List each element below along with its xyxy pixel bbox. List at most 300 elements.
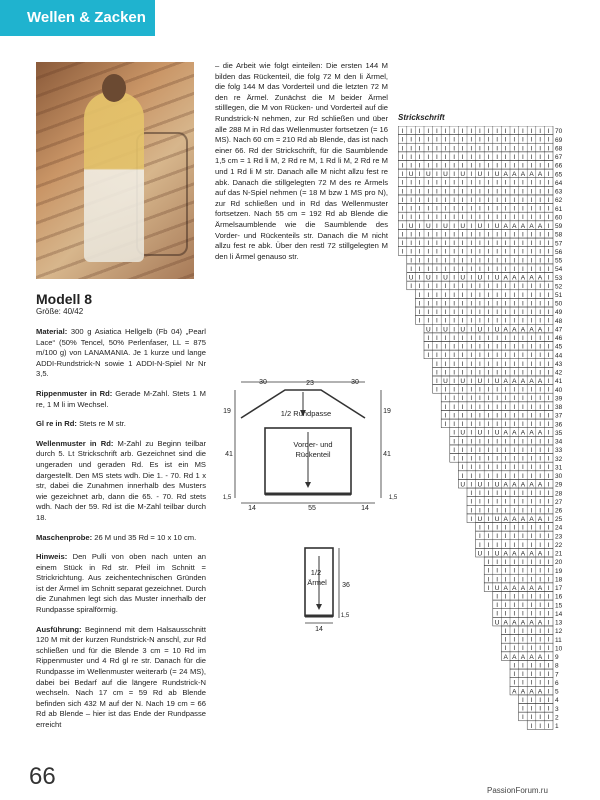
chart-stitch-symbol: I	[521, 334, 524, 342]
chart-row	[501, 635, 562, 644]
chart-stitch-symbol: A	[512, 274, 517, 282]
chart-stitch-symbol: A	[537, 171, 543, 179]
chart-stitch-symbol: I	[521, 360, 524, 368]
chart-stitch-symbol: I	[461, 421, 464, 429]
chart-stitch-symbol: U	[477, 378, 483, 385]
chart-stitch-symbol: A	[537, 584, 543, 592]
chart-stitch-symbol: I	[487, 515, 490, 523]
chart-stitch-symbol: I	[496, 386, 499, 394]
chart-stitch-symbol: I	[461, 352, 464, 360]
chart-stitch-symbol: U	[494, 326, 500, 334]
chart-stitch-symbol: I	[435, 205, 438, 213]
chart-stitch-symbol: I	[513, 610, 516, 618]
chart-stitch-symbol: I	[470, 179, 473, 187]
chart-stitch-symbol: I	[539, 317, 542, 325]
chart-stitch-symbol: I	[513, 567, 516, 575]
chart-stitch-symbol: A	[537, 515, 543, 523]
chart-row-number: 53	[555, 274, 563, 282]
chart-row-number: 15	[555, 602, 563, 610]
chart-row	[493, 617, 563, 626]
chart-row-number: 58	[555, 231, 563, 239]
chart-stitch-symbol: I	[453, 446, 456, 454]
chart-stitch-symbol: I	[539, 352, 542, 360]
chart-stitch-symbol: I	[496, 188, 499, 196]
chart-stitch-symbol: I	[478, 196, 481, 204]
chart-row	[493, 609, 563, 618]
chart-stitch-symbol: I	[453, 205, 456, 213]
chart-stitch-symbol: I	[530, 248, 533, 256]
chart-row-number: 11	[555, 636, 562, 644]
chart-stitch-symbol: I	[521, 593, 524, 601]
chart-stitch-symbol: I	[435, 317, 438, 325]
chart-stitch-symbol: I	[547, 636, 550, 644]
dim-bottom-left: 14	[248, 505, 256, 512]
chart-stitch-symbol: I	[547, 610, 550, 618]
chart-stitch-symbol: I	[496, 291, 499, 299]
chart-stitch-symbol: I	[427, 205, 430, 213]
chart-row-number: 60	[555, 214, 563, 222]
chart-row	[484, 574, 562, 583]
chart-stitch-symbol: U	[494, 222, 500, 230]
chart-stitch-symbol: U	[494, 619, 500, 627]
chart-stitch-symbol: I	[453, 421, 456, 429]
chart-stitch-symbol: A	[512, 429, 517, 437]
chart-stitch-symbol: I	[487, 507, 490, 515]
chart-row	[510, 669, 559, 678]
chart-stitch-symbol: I	[521, 128, 524, 136]
chart-stitch-symbol: I	[487, 421, 490, 429]
chart-row	[441, 410, 562, 419]
chart-row	[501, 652, 559, 661]
chart-stitch-symbol: I	[461, 205, 464, 213]
instructions-middle: – die Arbeit wie folgt einteilen: Die ersten 144 M bilden das Rückenteil, die folg 72 M den li Ärmel, die folg 144 M das Vorderteil und die letzten 72 M den re Ärmel. Zunächst die M beider Ärmel stilllegen, die M von Rücken- und Vorderteil auf die Rundstrick-N nehmen, zur Rd schließen und über alle 288 M in Rd das Wellenmuster fortsetzen (= 16 MS). Nach 60 cm = 210 Rd ab Blende, das ist nach einer 66. Rd der Strickschrift, für die Saumblende 1,5 cm = 1 Rd li M, 2 Rd re M, 1 Rd li M, 2 Rd re M und 1 Rd li M str. Danach alle M nicht allzu fest re abk. Danach die stillgelegten 72 M des re Ärmels auf das N-Spiel nehmen (= 18 M bzw 1 MS pro N), zur Rd schließen und in Rd das Wellenmuster fortsetzen. Nach 55 cm = 192 Rd ab Blende die Ärmelsaumblende wie die Saumblende des Vorder- und Rückenteils str. Danach die M nicht allzu fest re abk. Über den restl 72 stillgelegten M den li Ärmel genauso str.	[215, 61, 388, 261]
chart-stitch-symbol: I	[478, 524, 481, 532]
chart-stitch-symbol: I	[530, 352, 533, 360]
chart-stitch-symbol: I	[547, 257, 550, 265]
chart-stitch-symbol: I	[513, 602, 516, 610]
chart-stitch-symbol: I	[470, 421, 473, 429]
chart-stitch-symbol: I	[496, 602, 499, 610]
chart-stitch-symbol: I	[530, 179, 533, 187]
chart-stitch-symbol: I	[487, 584, 490, 592]
chart-stitch-symbol: I	[504, 309, 507, 317]
chart-stitch-symbol: I	[539, 472, 542, 480]
chart-row	[415, 316, 562, 325]
chart-stitch-symbol: I	[547, 421, 550, 429]
chart-stitch-symbol: I	[461, 265, 464, 273]
chart-row	[415, 298, 562, 307]
chart-stitch-symbol: I	[496, 257, 499, 265]
chart-stitch-symbol: I	[470, 343, 473, 351]
chart-row-number: 69	[555, 136, 563, 144]
dim-right-41: 41	[383, 451, 391, 458]
chart-stitch-symbol: I	[427, 179, 430, 187]
chart-row	[433, 376, 563, 385]
chart-stitch-symbol: I	[496, 196, 499, 204]
chart-stitch-symbol: I	[401, 179, 404, 187]
chart-stitch-symbol: I	[487, 240, 490, 248]
material-label: Material:	[36, 327, 68, 336]
chart-stitch-symbol: I	[521, 309, 524, 317]
chart-stitch-symbol: I	[418, 153, 421, 161]
chart-row-number: 36	[555, 421, 563, 429]
chart-stitch-symbol: I	[496, 153, 499, 161]
chart-stitch-symbol: I	[453, 403, 456, 411]
chart-stitch-symbol: I	[444, 283, 447, 291]
chart-stitch-symbol: I	[547, 412, 550, 420]
chart-stitch-symbol: I	[513, 334, 516, 342]
chart-stitch-symbol: I	[513, 231, 516, 239]
chart-stitch-symbol: I	[521, 671, 524, 679]
chart-stitch-symbol: I	[530, 455, 533, 463]
chart-stitch-symbol: I	[513, 671, 516, 679]
chart-row-number: 61	[555, 205, 563, 213]
chart-stitch-symbol: I	[547, 533, 550, 541]
dim-bottom-right: 14	[361, 505, 369, 512]
chart-stitch-symbol: I	[453, 343, 456, 351]
chart-stitch-symbol: U	[443, 326, 448, 334]
chart-row-number: 70	[555, 128, 563, 136]
chart-stitch-symbol: I	[487, 429, 490, 437]
chart-row	[424, 324, 563, 333]
chart-stitch-symbol: I	[487, 205, 490, 213]
chart-stitch-symbol: I	[547, 274, 550, 282]
chart-stitch-symbol: I	[521, 472, 524, 480]
chart-stitch-symbol: I	[470, 265, 473, 273]
chart-row-number: 59	[555, 223, 563, 231]
chart-stitch-symbol: I	[547, 671, 550, 679]
chart-row-number: 18	[555, 576, 563, 584]
chart-stitch-symbol: I	[487, 472, 490, 480]
chart-stitch-symbol: I	[444, 412, 447, 420]
chart-stitch-symbol: I	[547, 472, 550, 480]
chart-stitch-symbol: I	[504, 317, 507, 325]
yoke-label: 1/2 Rundpasse	[280, 409, 332, 418]
chart-stitch-symbol: I	[504, 438, 507, 446]
chart-stitch-symbol: I	[539, 498, 542, 506]
chart-stitch-symbol: I	[470, 291, 473, 299]
chart-stitch-symbol: I	[539, 188, 542, 196]
chart-row-number: 5	[555, 688, 559, 696]
chart-stitch-symbol: I	[470, 429, 473, 437]
chart-stitch-symbol: I	[418, 171, 421, 179]
chart-stitch-symbol: U	[477, 429, 483, 437]
chart-stitch-symbol: I	[418, 128, 421, 136]
chart-stitch-symbol: I	[444, 386, 447, 394]
chart-stitch-symbol: I	[513, 446, 516, 454]
chart-stitch-symbol: I	[539, 455, 542, 463]
chart-stitch-symbol: A	[520, 515, 526, 523]
chart-stitch-symbol: I	[521, 602, 524, 610]
chart-stitch-symbol: I	[513, 498, 516, 506]
chart-row-number: 1	[555, 723, 559, 730]
chart-stitch-symbol: I	[478, 386, 481, 394]
chart-stitch-symbol: I	[461, 300, 464, 308]
chart-stitch-symbol: I	[470, 498, 473, 506]
chart-stitch-symbol: I	[513, 257, 516, 265]
chart-stitch-symbol: I	[401, 188, 404, 196]
chart-stitch-symbol: I	[470, 188, 473, 196]
chart-stitch-symbol: I	[410, 283, 413, 291]
chart-stitch-symbol: I	[410, 196, 413, 204]
chart-stitch-symbol: A	[529, 515, 534, 523]
chart-stitch-symbol: I	[513, 472, 516, 480]
chart-stitch-symbol: I	[547, 403, 550, 411]
material-text: 300 g Asiatica Hellgelb (Fb 04) „Pearl Lace“ (50% Tencel, 50% Perlenfaser, LL = 875 m/100 g) von LANAMANIA. Je 1 kurze und lange ADDI-Rundstrick-N sowie 1 ADDI-N-Spiel Nr Nr 3,5.	[36, 327, 206, 379]
chart-stitch-symbol: I	[427, 162, 430, 170]
chart-stitch-symbol: A	[512, 653, 517, 661]
chart-stitch-symbol: I	[461, 438, 464, 446]
chart-stitch-symbol: I	[461, 196, 464, 204]
chart-stitch-symbol: A	[503, 274, 508, 282]
chart-stitch-symbol: A	[512, 619, 517, 627]
chart-stitch-symbol: I	[530, 136, 533, 144]
chart-stitch-symbol: I	[504, 214, 507, 222]
chart-stitch-symbol: I	[547, 464, 550, 472]
chart-stitch-symbol: I	[504, 300, 507, 308]
chart-stitch-symbol: I	[418, 205, 421, 213]
chart-stitch-symbol: I	[504, 369, 507, 377]
chart-stitch-symbol: U	[477, 550, 483, 558]
chart-row-number: 48	[555, 317, 563, 325]
chart-stitch-symbol: I	[410, 136, 413, 144]
chart-stitch-symbol: U	[425, 222, 431, 230]
chart-stitch-symbol: I	[539, 214, 542, 222]
chart-stitch-symbol: I	[504, 334, 507, 342]
chart-stitch-symbol: I	[478, 395, 481, 403]
chart-stitch-symbol: I	[539, 490, 542, 498]
chart-stitch-symbol: I	[410, 179, 413, 187]
chart-stitch-symbol: I	[470, 128, 473, 136]
chart-stitch-symbol: I	[496, 369, 499, 377]
chart-stitch-symbol: I	[444, 205, 447, 213]
chart-stitch-symbol: I	[547, 705, 550, 713]
glre-paragraph	[36, 419, 206, 430]
chart-row-number: 41	[555, 378, 563, 386]
chart-stitch-symbol: U	[443, 171, 448, 179]
chart-stitch-symbol: I	[453, 352, 456, 360]
chart-row	[398, 204, 562, 213]
chart-stitch-symbol: I	[539, 714, 542, 722]
body-arrowhead	[305, 482, 311, 488]
chart-stitch-symbol: I	[547, 722, 550, 730]
chart-stitch-symbol: I	[539, 438, 542, 446]
chart-stitch-symbol: I	[453, 179, 456, 187]
chart-stitch-symbol: I	[487, 222, 490, 230]
chart-row	[527, 721, 559, 730]
chart-stitch-symbol: U	[494, 481, 500, 489]
chart-stitch-symbol: A	[520, 222, 526, 230]
chart-stitch-symbol: I	[435, 386, 438, 394]
chart-stitch-symbol: I	[547, 602, 550, 610]
chart-stitch-symbol: I	[504, 507, 507, 515]
chart-stitch-symbol: I	[410, 162, 413, 170]
chart-stitch-symbol: I	[539, 464, 542, 472]
chart-stitch-symbol: I	[504, 403, 507, 411]
chart-stitch-symbol: I	[401, 128, 404, 136]
chart-stitch-symbol: I	[530, 196, 533, 204]
chart-stitch-symbol: I	[401, 222, 404, 230]
chart-stitch-symbol: I	[410, 240, 413, 248]
chart-row-number: 65	[555, 171, 563, 179]
hinweis-paragraph	[36, 552, 206, 616]
chart-stitch-symbol: A	[520, 429, 526, 437]
chart-stitch-symbol: I	[539, 679, 542, 687]
chart-stitch-symbol: A	[512, 688, 517, 696]
chart-stitch-symbol: I	[478, 188, 481, 196]
chart-stitch-symbol: I	[410, 214, 413, 222]
chart-stitch-symbol: I	[530, 645, 533, 653]
chart-stitch-symbol: I	[478, 360, 481, 368]
chart-stitch-symbol: I	[470, 446, 473, 454]
chart-stitch-symbol: I	[487, 386, 490, 394]
chart-stitch-symbol: I	[539, 205, 542, 213]
chart-stitch-symbol: I	[547, 240, 550, 248]
chart-stitch-symbol: I	[487, 248, 490, 256]
chart-stitch-symbol: I	[539, 567, 542, 575]
chart-stitch-symbol: I	[539, 645, 542, 653]
chart-stitch-symbol: I	[444, 128, 447, 136]
chart-stitch-symbol: I	[547, 446, 550, 454]
chart-row	[415, 307, 562, 316]
chart-stitch-symbol: I	[461, 257, 464, 265]
chart-stitch-symbol: I	[521, 490, 524, 498]
chart-stitch-symbol: I	[435, 231, 438, 239]
ausf-paragraph	[36, 625, 206, 731]
chart-stitch-symbol: I	[487, 265, 490, 273]
chart-stitch-symbol: I	[496, 214, 499, 222]
chart-stitch-symbol: I	[461, 343, 464, 351]
chart-stitch-symbol: I	[530, 679, 533, 687]
chart-stitch-symbol: I	[453, 136, 456, 144]
chart-stitch-symbol: I	[478, 145, 481, 153]
chart-stitch-symbol: I	[453, 455, 456, 463]
chart-stitch-symbol: A	[520, 688, 526, 696]
model-photo	[36, 62, 194, 279]
chart-stitch-symbol: I	[478, 214, 481, 222]
chart-stitch-symbol: I	[470, 222, 473, 230]
chart-stitch-symbol: I	[401, 205, 404, 213]
chart-stitch-symbol: I	[427, 214, 430, 222]
chart-row-number: 42	[555, 369, 563, 377]
chart-stitch-symbol: I	[453, 222, 456, 230]
chart-stitch-symbol: I	[478, 162, 481, 170]
chart-stitch-symbol: I	[496, 128, 499, 136]
chart-stitch-symbol: I	[496, 490, 499, 498]
chart-stitch-symbol: I	[418, 240, 421, 248]
chart-row	[450, 445, 563, 454]
chart-stitch-symbol: A	[520, 326, 526, 334]
chart-stitch-symbol: I	[530, 412, 533, 420]
chart-stitch-symbol: I	[444, 403, 447, 411]
chart-stitch-symbol: I	[461, 446, 464, 454]
chart-stitch-symbol: I	[478, 533, 481, 541]
chart-stitch-symbol: A	[537, 619, 543, 627]
chart-row	[433, 385, 563, 394]
chart-stitch-symbol: A	[537, 550, 543, 558]
chart-stitch-symbol: U	[477, 222, 483, 230]
chart-stitch-symbol: I	[496, 360, 499, 368]
chart-stitch-symbol: I	[547, 507, 550, 515]
chart-row	[433, 367, 563, 376]
chart-stitch-symbol: I	[530, 240, 533, 248]
chart-stitch-symbol: A	[512, 326, 517, 334]
chart-stitch-symbol: I	[496, 317, 499, 325]
chart-stitch-symbol: I	[453, 429, 456, 437]
chart-stitch-symbol: I	[444, 291, 447, 299]
chart-stitch-symbol: I	[478, 421, 481, 429]
chart-stitch-symbol: I	[470, 231, 473, 239]
chart-stitch-symbol: I	[470, 309, 473, 317]
chart-stitch-symbol: I	[487, 464, 490, 472]
chart-row	[458, 462, 562, 471]
chart-stitch-symbol: I	[427, 153, 430, 161]
chart-stitch-symbol: I	[521, 145, 524, 153]
chart-stitch-symbol: A	[520, 584, 526, 592]
chart-stitch-symbol: A	[503, 326, 508, 334]
chart-stitch-symbol: I	[401, 214, 404, 222]
chart-stitch-symbol: I	[547, 498, 550, 506]
chart-stitch-symbol: I	[435, 274, 438, 282]
chart-stitch-symbol: A	[520, 378, 526, 385]
chart-row	[398, 186, 562, 195]
chart-row	[398, 169, 562, 178]
chart-stitch-symbol: I	[470, 386, 473, 394]
chart-stitch-symbol: I	[435, 196, 438, 204]
chart-stitch-symbol: I	[539, 240, 542, 248]
chart-stitch-symbol: I	[521, 464, 524, 472]
chart-stitch-symbol: I	[461, 412, 464, 420]
chart-stitch-symbol: I	[547, 214, 550, 222]
chart-stitch-symbol: I	[478, 541, 481, 549]
chart-stitch-symbol: A	[503, 378, 508, 385]
chart-stitch-symbol: U	[408, 222, 414, 230]
chart-stitch-symbol: I	[487, 576, 490, 584]
chart-stitch-symbol: I	[513, 533, 516, 541]
chart-stitch-symbol: I	[496, 309, 499, 317]
chart-stitch-symbol: I	[461, 291, 464, 299]
chart-stitch-symbol: I	[487, 412, 490, 420]
chart-row-number: 2	[555, 714, 559, 722]
chart-stitch-symbol: I	[418, 317, 421, 325]
dim-bottom-mid: 55	[308, 505, 316, 512]
dim-left-19: 19	[223, 408, 231, 415]
chart-row-number: 38	[555, 404, 563, 412]
chart-stitch-symbol: I	[496, 162, 499, 170]
chart-stitch-symbol: I	[530, 541, 533, 549]
chart-stitch-symbol: I	[530, 403, 533, 411]
chart-stitch-symbol: I	[504, 559, 507, 567]
chart-stitch-symbol: I	[539, 722, 542, 730]
chart-stitch-symbol: I	[427, 334, 430, 342]
chart-stitch-symbol: I	[539, 533, 542, 541]
chart-stitch-symbol: A	[529, 619, 534, 627]
chart-stitch-symbol: A	[503, 619, 508, 627]
chart-stitch-symbol: I	[504, 257, 507, 265]
chart-stitch-symbol: I	[530, 446, 533, 454]
chart-row	[484, 583, 562, 592]
dim-sleeve-36: 36	[342, 582, 350, 589]
chart-row-number: 30	[555, 473, 563, 481]
chart-stitch-symbol: I	[496, 576, 499, 584]
chart-stitch-symbol: I	[521, 662, 524, 670]
chart-stitch-symbol: I	[521, 498, 524, 506]
chart-stitch-symbol: I	[444, 196, 447, 204]
glre-label: Gl re in Rd:	[36, 419, 77, 429]
chart-row	[398, 160, 562, 169]
chart-row	[467, 497, 563, 506]
chart-stitch-symbol: I	[444, 352, 447, 360]
